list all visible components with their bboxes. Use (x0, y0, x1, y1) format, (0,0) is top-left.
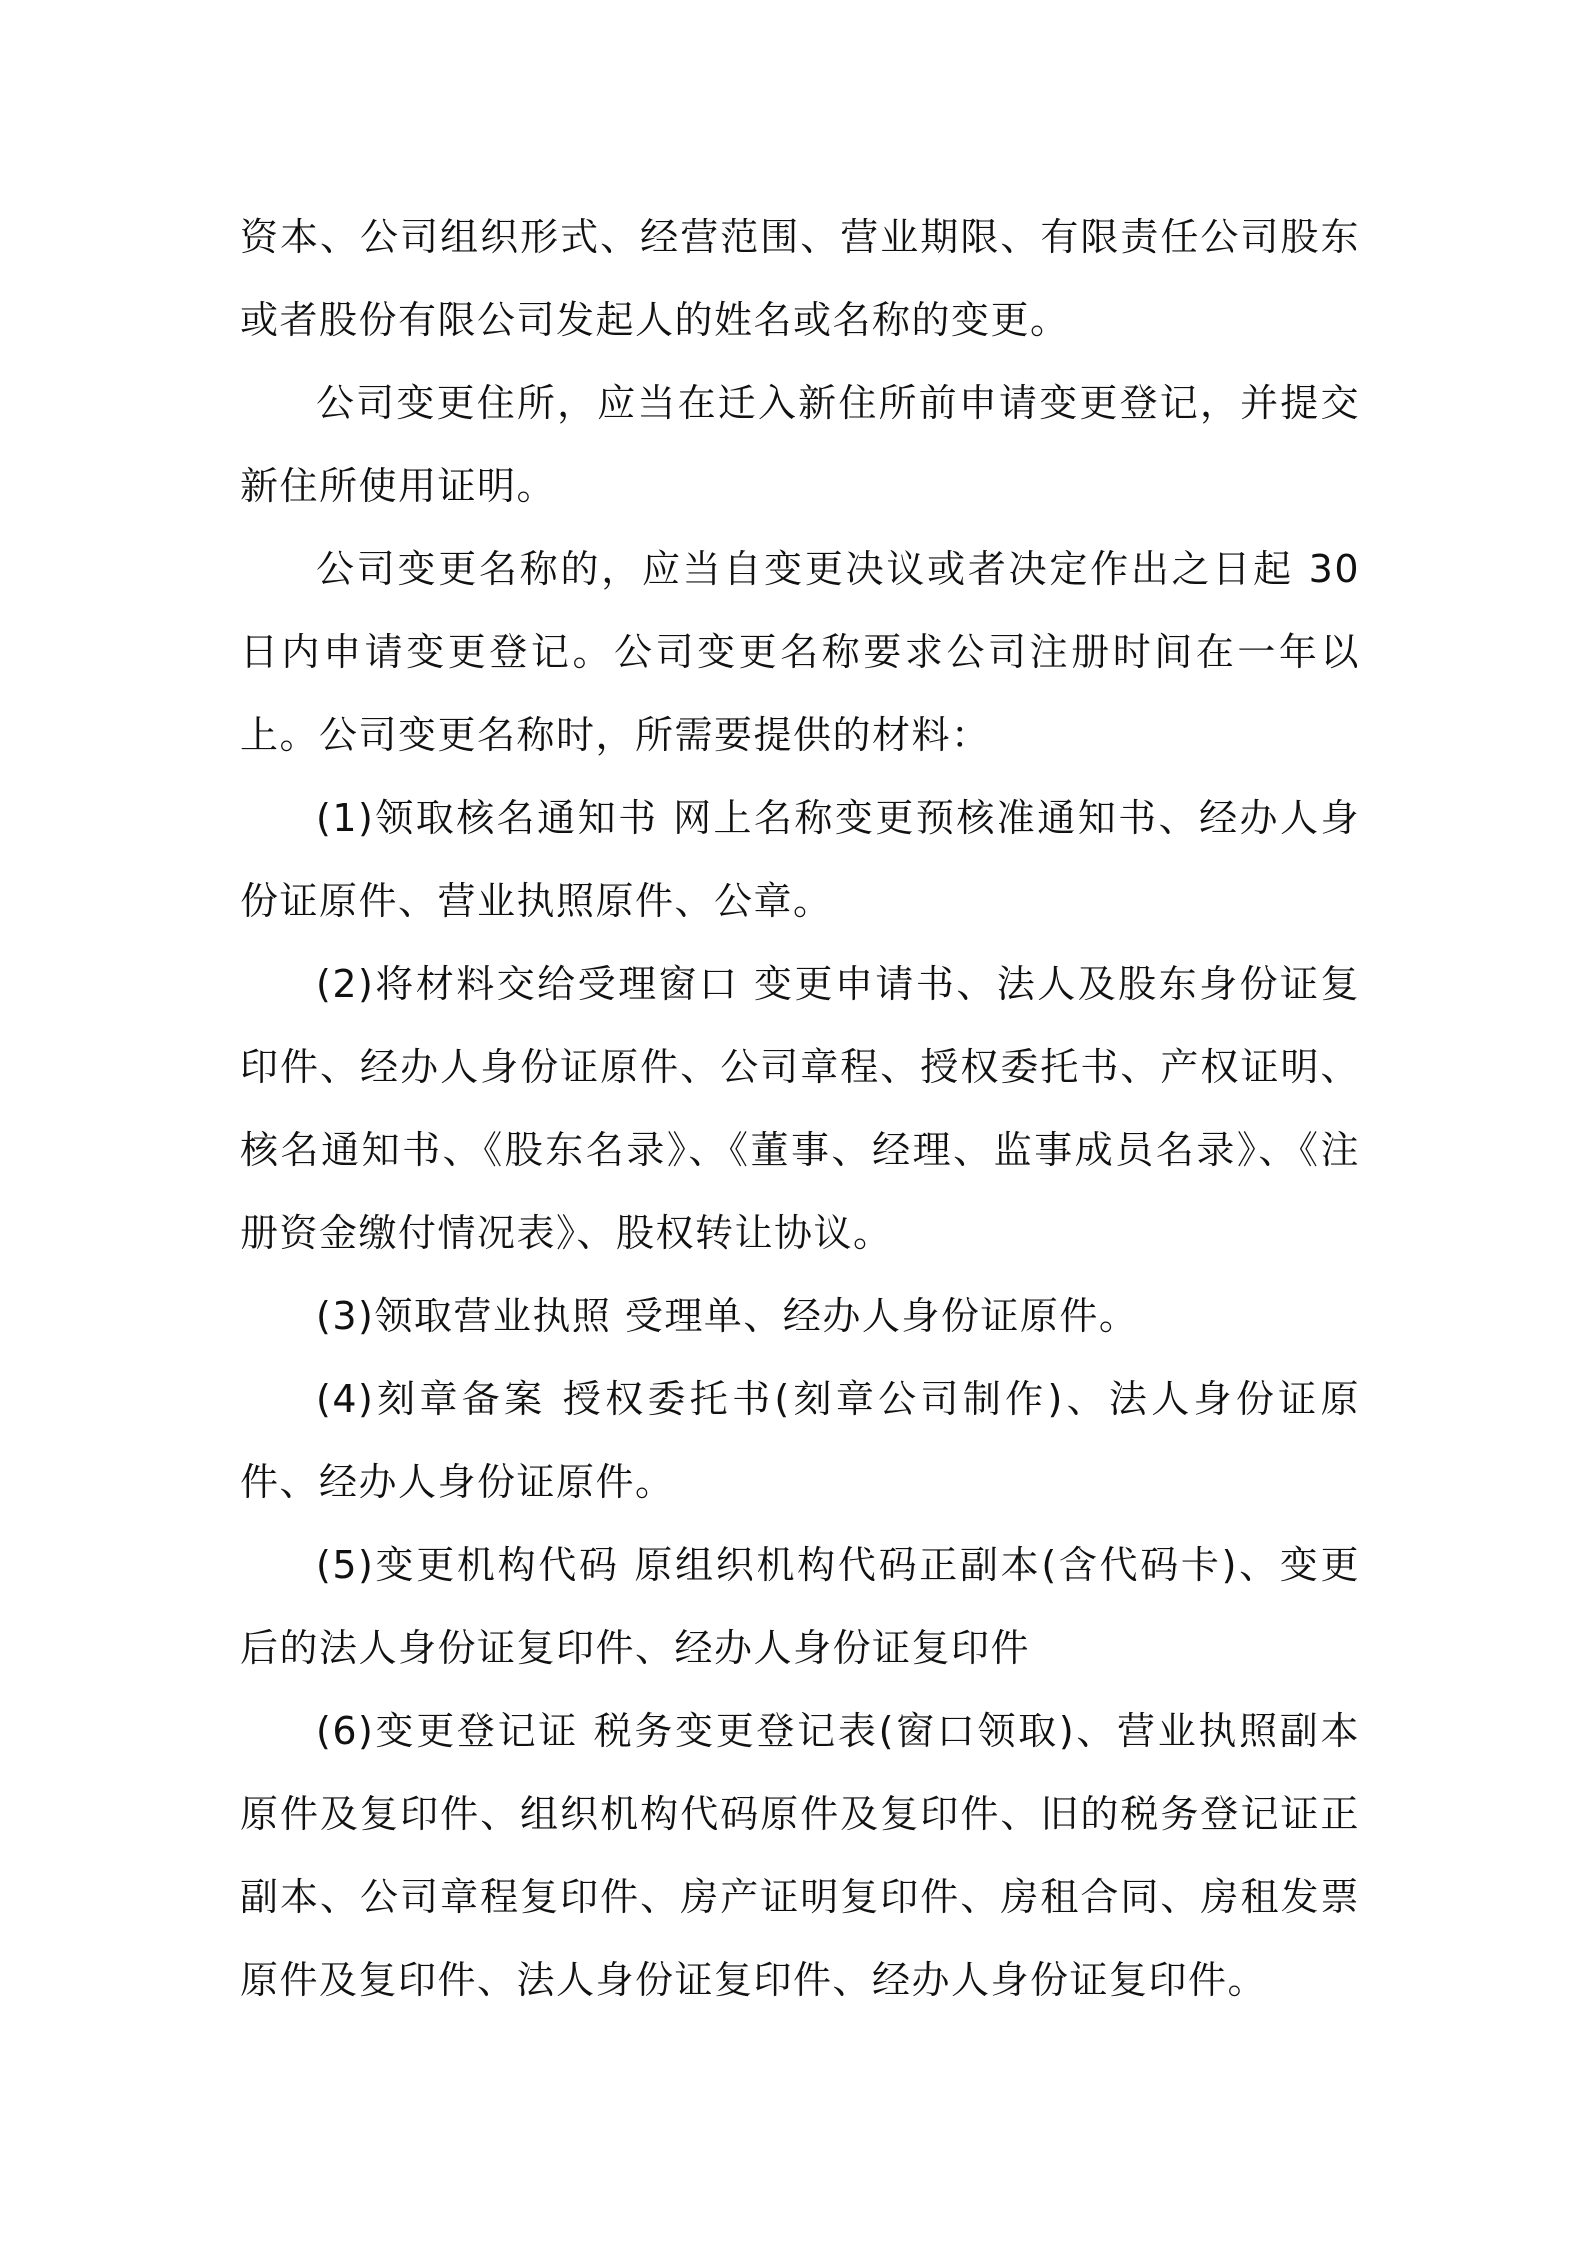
paragraph-registration-items: 资本、公司组织形式、经营范围、营业期限、有限责任公司股东或者股份有限公司发起人的姓名或名称的变更。 (240, 215, 1360, 342)
list-item-2: (2)将材料交给受理窗口 变更申请书、法人及股东身份证复印件、经办人身份证原件、公司章程、授权委托书、产权证明、核名通知书、《股东名录》、《董事、经理、监事成员名录》、《注册资金缴付情况表》、股权转让协议。 (240, 962, 1360, 1255)
paragraph-change-address: 公司变更住所，应当在迁入新住所前申请变更登记，并提交新住所使用证明。 (240, 381, 1360, 508)
list-item-5: (5)变更机构代码 原组织机构代码正副本(含代码卡)、变更后的法人身份证复印件、经办人身份证复印件 (240, 1543, 1360, 1670)
list-item-4: (4)刻章备案 授权委托书(刻章公司制作)、法人身份证原件、经办人身份证原件。 (240, 1377, 1360, 1504)
list-item-1: (1)领取核名通知书 网上名称变更预核准通知书、经办人身份证原件、营业执照原件、公章。 (240, 796, 1360, 923)
list-item-6: (6)变更登记证 税务变更登记表(窗口领取)、营业执照副本原件及复印件、组织机构代码原件及复印件、旧的税务登记证正副本、公司章程复印件、房产证明复印件、房租合同、房租发票原件及复印件、法人身份证复印件、经办人身份证复印件。 (240, 1709, 1360, 2002)
list-item-3: (3)领取营业执照 受理单、经办人身份证原件。 (316, 1294, 1139, 1338)
document-body (240, 196, 1360, 2022)
paragraph-change-name: 公司变更名称的，应当自变更决议或者决定作出之日起 30 日内申请变更登记。公司变更名称要求公司注册时间在一年以上。公司变更名称时，所需要提供的材料： (240, 547, 1360, 757)
